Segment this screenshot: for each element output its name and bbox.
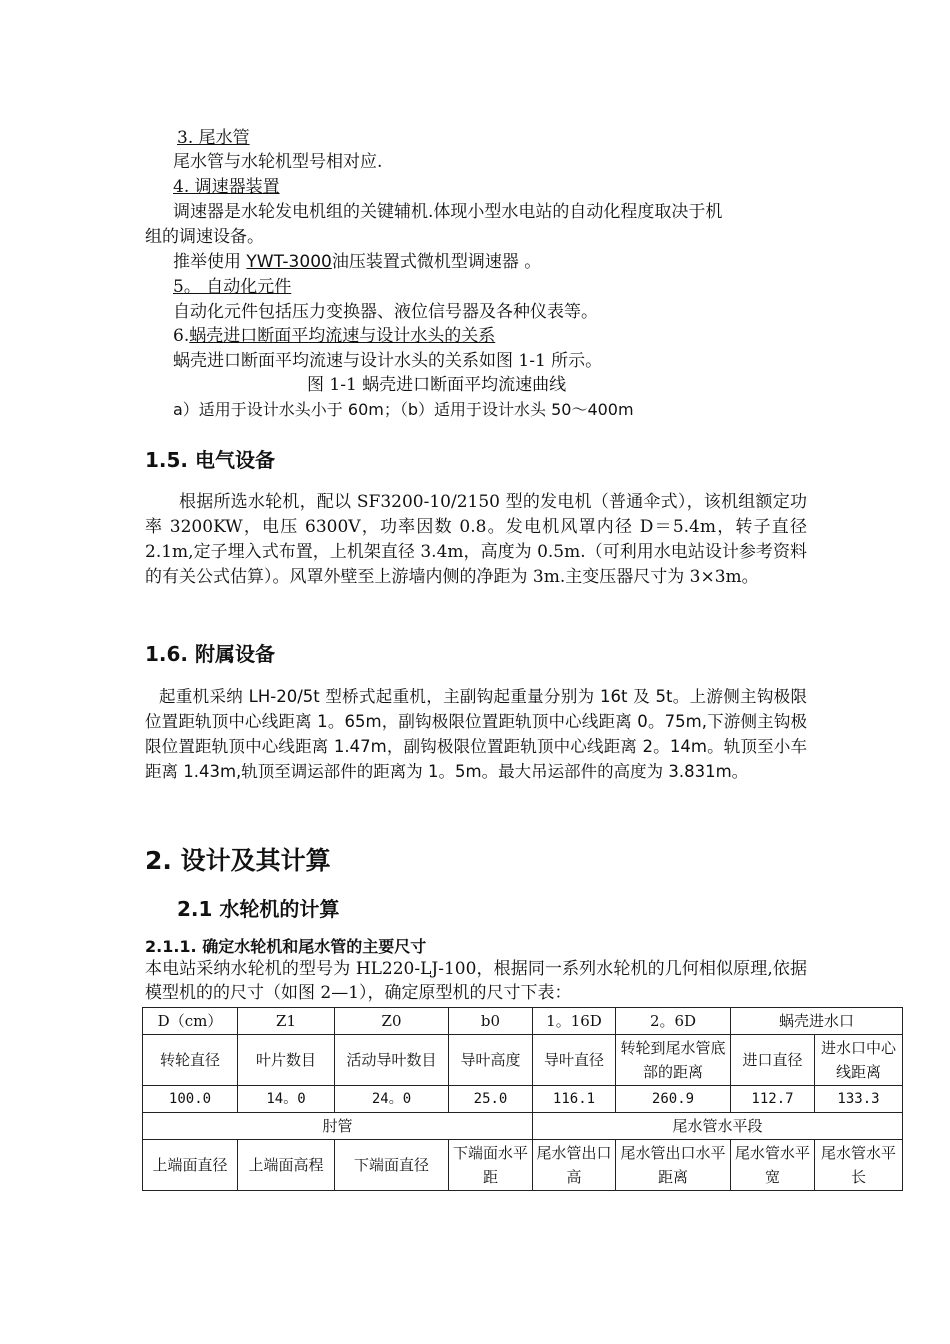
table-cell: 下端面水平距 <box>449 1140 533 1191</box>
table-cell: Z0 <box>335 1008 449 1035</box>
heading-2-1: 2.1 水轮机的计算 <box>177 897 340 921</box>
table-cell: Z1 <box>238 1008 335 1035</box>
table-cell: 导叶高度 <box>449 1035 533 1086</box>
table-row <box>143 1086 903 1113</box>
table-cell: 上端面直径 <box>143 1140 238 1191</box>
table-cell: 24。0 <box>335 1086 449 1113</box>
table-cell: 肘管 <box>143 1113 533 1140</box>
table-cell: 进口直径 <box>731 1035 815 1086</box>
section-5-body: 自动化元件包括压力变换器、液位信号器及各种仪表等。 <box>173 302 598 322</box>
table-cell: 133.3 <box>815 1086 903 1113</box>
table-cell: 活动导叶数目 <box>335 1035 449 1086</box>
heading-1-6: 1.6. 附属设备 <box>145 642 275 666</box>
paragraph-turbine-model: 本电站采纳水轮机的型号为 HL220-LJ-100，根据同一系列水轮机的几何相似原理,依据模型机的的尺寸（如图 2—1），确定原型机的尺寸下表： <box>145 959 807 1003</box>
table-cell: 叶片数目 <box>238 1035 335 1086</box>
section-5-title: 5。 自动化元件 <box>173 277 292 297</box>
table-cell: 尾水管出口水平距离 <box>616 1140 731 1191</box>
table-cell: 2。6D <box>616 1008 731 1035</box>
table-cell: 1。16D <box>533 1008 616 1035</box>
dimensions-table <box>142 1007 903 1191</box>
table-cell: b0 <box>449 1008 533 1035</box>
table-cell: 下端面直径 <box>335 1140 449 1191</box>
recommendation-suffix: 油压装置式微机型调速器 。 <box>331 252 542 272</box>
table-cell: 导叶直径 <box>533 1035 616 1086</box>
governor-model: YWT-3000 <box>246 252 332 272</box>
paragraph-auxiliary: 起重机采纳 LH-20/5t 型桥式起重机，主副钩起重量分别为 16t 及 5t。上游侧主钩极限位置距轨顶中心线距离 1。65m，副钩极限位置距轨顶中心线距离 0。75m,下游侧主钩极限位置距轨顶中心线距离 1.47m，副钩极限位置距轨顶中心线距离 2。14m。轨顶至小车距离 1.43m,轨顶至调运部件的距离为 1。5m。最大吊运部件的高度为 3.831m。 <box>145 687 807 781</box>
table-cell: 尾水管水平宽 <box>731 1140 815 1191</box>
table-cell: 100.0 <box>143 1086 238 1113</box>
section-4-body-line1: 调速器是水轮发电机组的关键辅机.体现小型水电站的自动化程度取决于机 <box>173 202 723 222</box>
table-row <box>143 1008 903 1035</box>
table-cell: 尾水管水平段 <box>533 1113 903 1140</box>
table-cell: D（cm） <box>143 1008 238 1035</box>
section-4-body-line2: 组的调速设备。 <box>145 227 264 247</box>
section-6-title <box>173 324 495 348</box>
table-cell: 上端面高程 <box>238 1140 335 1191</box>
section-6-number: 6. <box>173 326 190 346</box>
table-cell: 14。0 <box>238 1086 335 1113</box>
table-row <box>143 1140 903 1191</box>
table-cell: 尾水管出口高 <box>533 1140 616 1191</box>
paragraph-electrical: 根据所选水轮机，配以 SF3200-10/2150 型的发电机（普通伞式），该机组额定功率 3200KW，电压 6300V，功率因数 0.8。发电机风罩内径 D＝5.4m，转子直径 2.1m,定子埋入式布置，上机架直径 3.4m，高度为 0.5m.（可利用水电站设计参考资料的有关公式估算）。风罩外壁至上游墙内侧的净距为 3m.主变压器尺寸为 3×3m。 <box>145 492 807 587</box>
table-cell: 116.1 <box>533 1086 616 1113</box>
table-cell: 进水口中心线距离 <box>815 1035 903 1086</box>
table-cell: 260.9 <box>616 1086 731 1113</box>
table-cell: 转轮直径 <box>143 1035 238 1086</box>
recommendation-prefix: 推举使用 <box>173 252 241 272</box>
table-cell: 蜗壳进水口 <box>731 1008 903 1035</box>
section-6-title-text: 蜗壳进口断面平均流速与设计水头的关系 <box>189 326 496 346</box>
table-row <box>143 1035 903 1086</box>
heading-2: 2. 设计及其计算 <box>145 846 331 875</box>
section-3-body: 尾水管与水轮机型号相对应. <box>173 152 383 172</box>
section-4-recommendation <box>173 250 541 274</box>
table-cell: 转轮到尾水管底部的距离 <box>616 1035 731 1086</box>
heading-1-5: 1.5. 电气设备 <box>145 448 275 472</box>
figure-caption: 图 1-1 蜗壳进口断面平均流速曲线 <box>307 375 567 395</box>
section-3-title: 3. 尾水管 <box>177 128 250 148</box>
table-row <box>143 1113 903 1140</box>
table-cell: 25.0 <box>449 1086 533 1113</box>
table-cell: 尾水管水平长 <box>815 1140 903 1191</box>
section-6-body: 蜗壳进口断面平均流速与设计水头的关系如图 1-1 所示。 <box>173 351 603 371</box>
figure-note: a）适用于设计水头小于 60m；（b）适用于设计水头 50～400m <box>173 400 634 419</box>
table-cell: 112.7 <box>731 1086 815 1113</box>
section-4-title: 4. 调速器装置 <box>173 177 280 197</box>
heading-2-1-1: 2.1.1. 确定水轮机和尾水管的主要尺寸 <box>145 937 427 956</box>
